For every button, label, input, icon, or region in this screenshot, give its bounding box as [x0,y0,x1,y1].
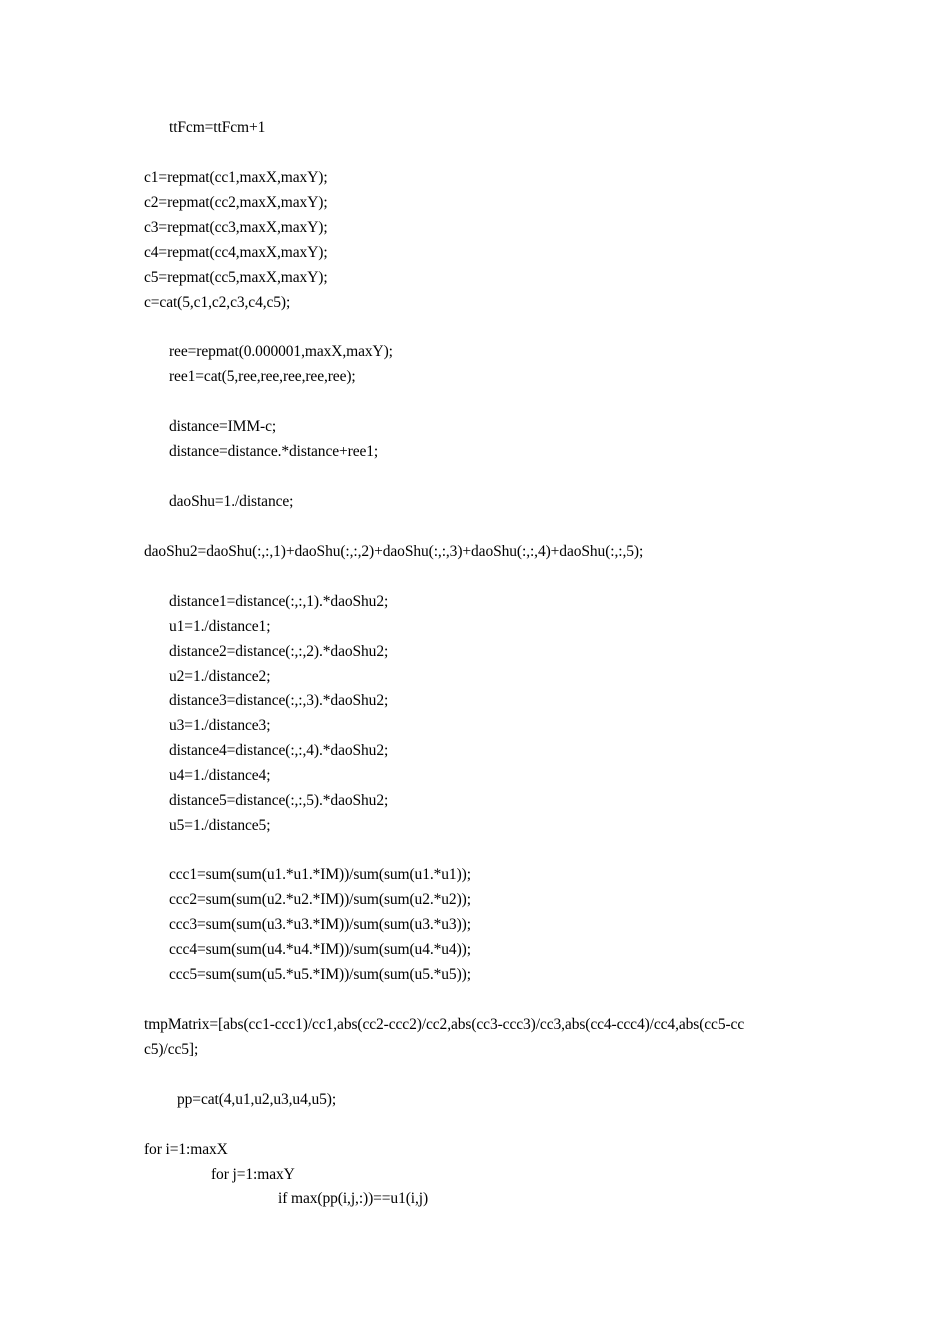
code-line: c2=repmat(cc2,maxX,maxY); [144,194,328,211]
code-line: pp=cat(4,u1,u2,u3,u4,u5); [177,1091,337,1108]
code-line: ttFcm=ttFcm+1 [169,119,266,136]
code-line: distance5=distance(:,:,5).*daoShu2; [169,792,389,809]
code-line: ccc1=sum(sum(u1.*u1.*IM))/sum(sum(u1.*u1)); [169,866,471,883]
code-line: distance2=distance(:,:,2).*daoShu2; [169,643,389,660]
code-line: c5=repmat(cc5,maxX,maxY); [144,269,328,286]
code-line: c5)/cc5]; [144,1041,199,1058]
code-line: ccc4=sum(sum(u4.*u4.*IM))/sum(sum(u4.*u4)); [169,941,471,958]
code-line: for i=1:maxX [144,1141,228,1158]
code-line: c=cat(5,c1,c2,c3,c4,c5); [144,294,291,311]
code-line: u4=1./distance4; [169,767,271,784]
code-line: distance3=distance(:,:,3).*daoShu2; [169,692,389,709]
code-line: distance1=distance(:,:,1).*daoShu2; [169,593,389,610]
code-line: if max(pp(i,j,:))==u1(i,j) [278,1190,429,1207]
code-line: c3=repmat(cc3,maxX,maxY); [144,219,328,236]
code-line: u3=1./distance3; [169,717,271,734]
code-line: distance=IMM-c; [169,418,277,435]
code-line: ccc3=sum(sum(u3.*u3.*IM))/sum(sum(u3.*u3)); [169,916,471,933]
code-line: distance4=distance(:,:,4).*daoShu2; [169,742,389,759]
code-line: ccc2=sum(sum(u2.*u2.*IM))/sum(sum(u2.*u2)); [169,891,471,908]
code-line: c4=repmat(cc4,maxX,maxY); [144,244,328,261]
code-line: ree=repmat(0.000001,maxX,maxY); [169,343,393,360]
code-line: ree1=cat(5,ree,ree,ree,ree,ree); [169,368,356,385]
code-line: c1=repmat(cc1,maxX,maxY); [144,169,328,186]
code-line: distance=distance.*distance+ree1; [169,443,379,460]
code-line: u5=1./distance5; [169,817,271,834]
code-line: u1=1./distance1; [169,618,271,635]
code-line: for j=1:maxY [211,1166,295,1183]
code-line: ccc5=sum(sum(u5.*u5.*IM))/sum(sum(u5.*u5)); [169,966,471,983]
code-line: daoShu2=daoShu(:,:,1)+daoShu(:,:,2)+daoShu(:,:,3)+daoShu(:,:,4)+daoShu(:,:,5); [144,543,644,560]
code-line: u2=1./distance2; [169,668,271,685]
code-line: daoShu=1./distance; [169,493,294,510]
code-line: tmpMatrix=[abs(cc1-ccc1)/cc1,abs(cc2-ccc2)/cc2,abs(cc3-ccc3)/cc3,abs(cc4-ccc4)/cc4,abs(cc5-cc [144,1016,745,1033]
